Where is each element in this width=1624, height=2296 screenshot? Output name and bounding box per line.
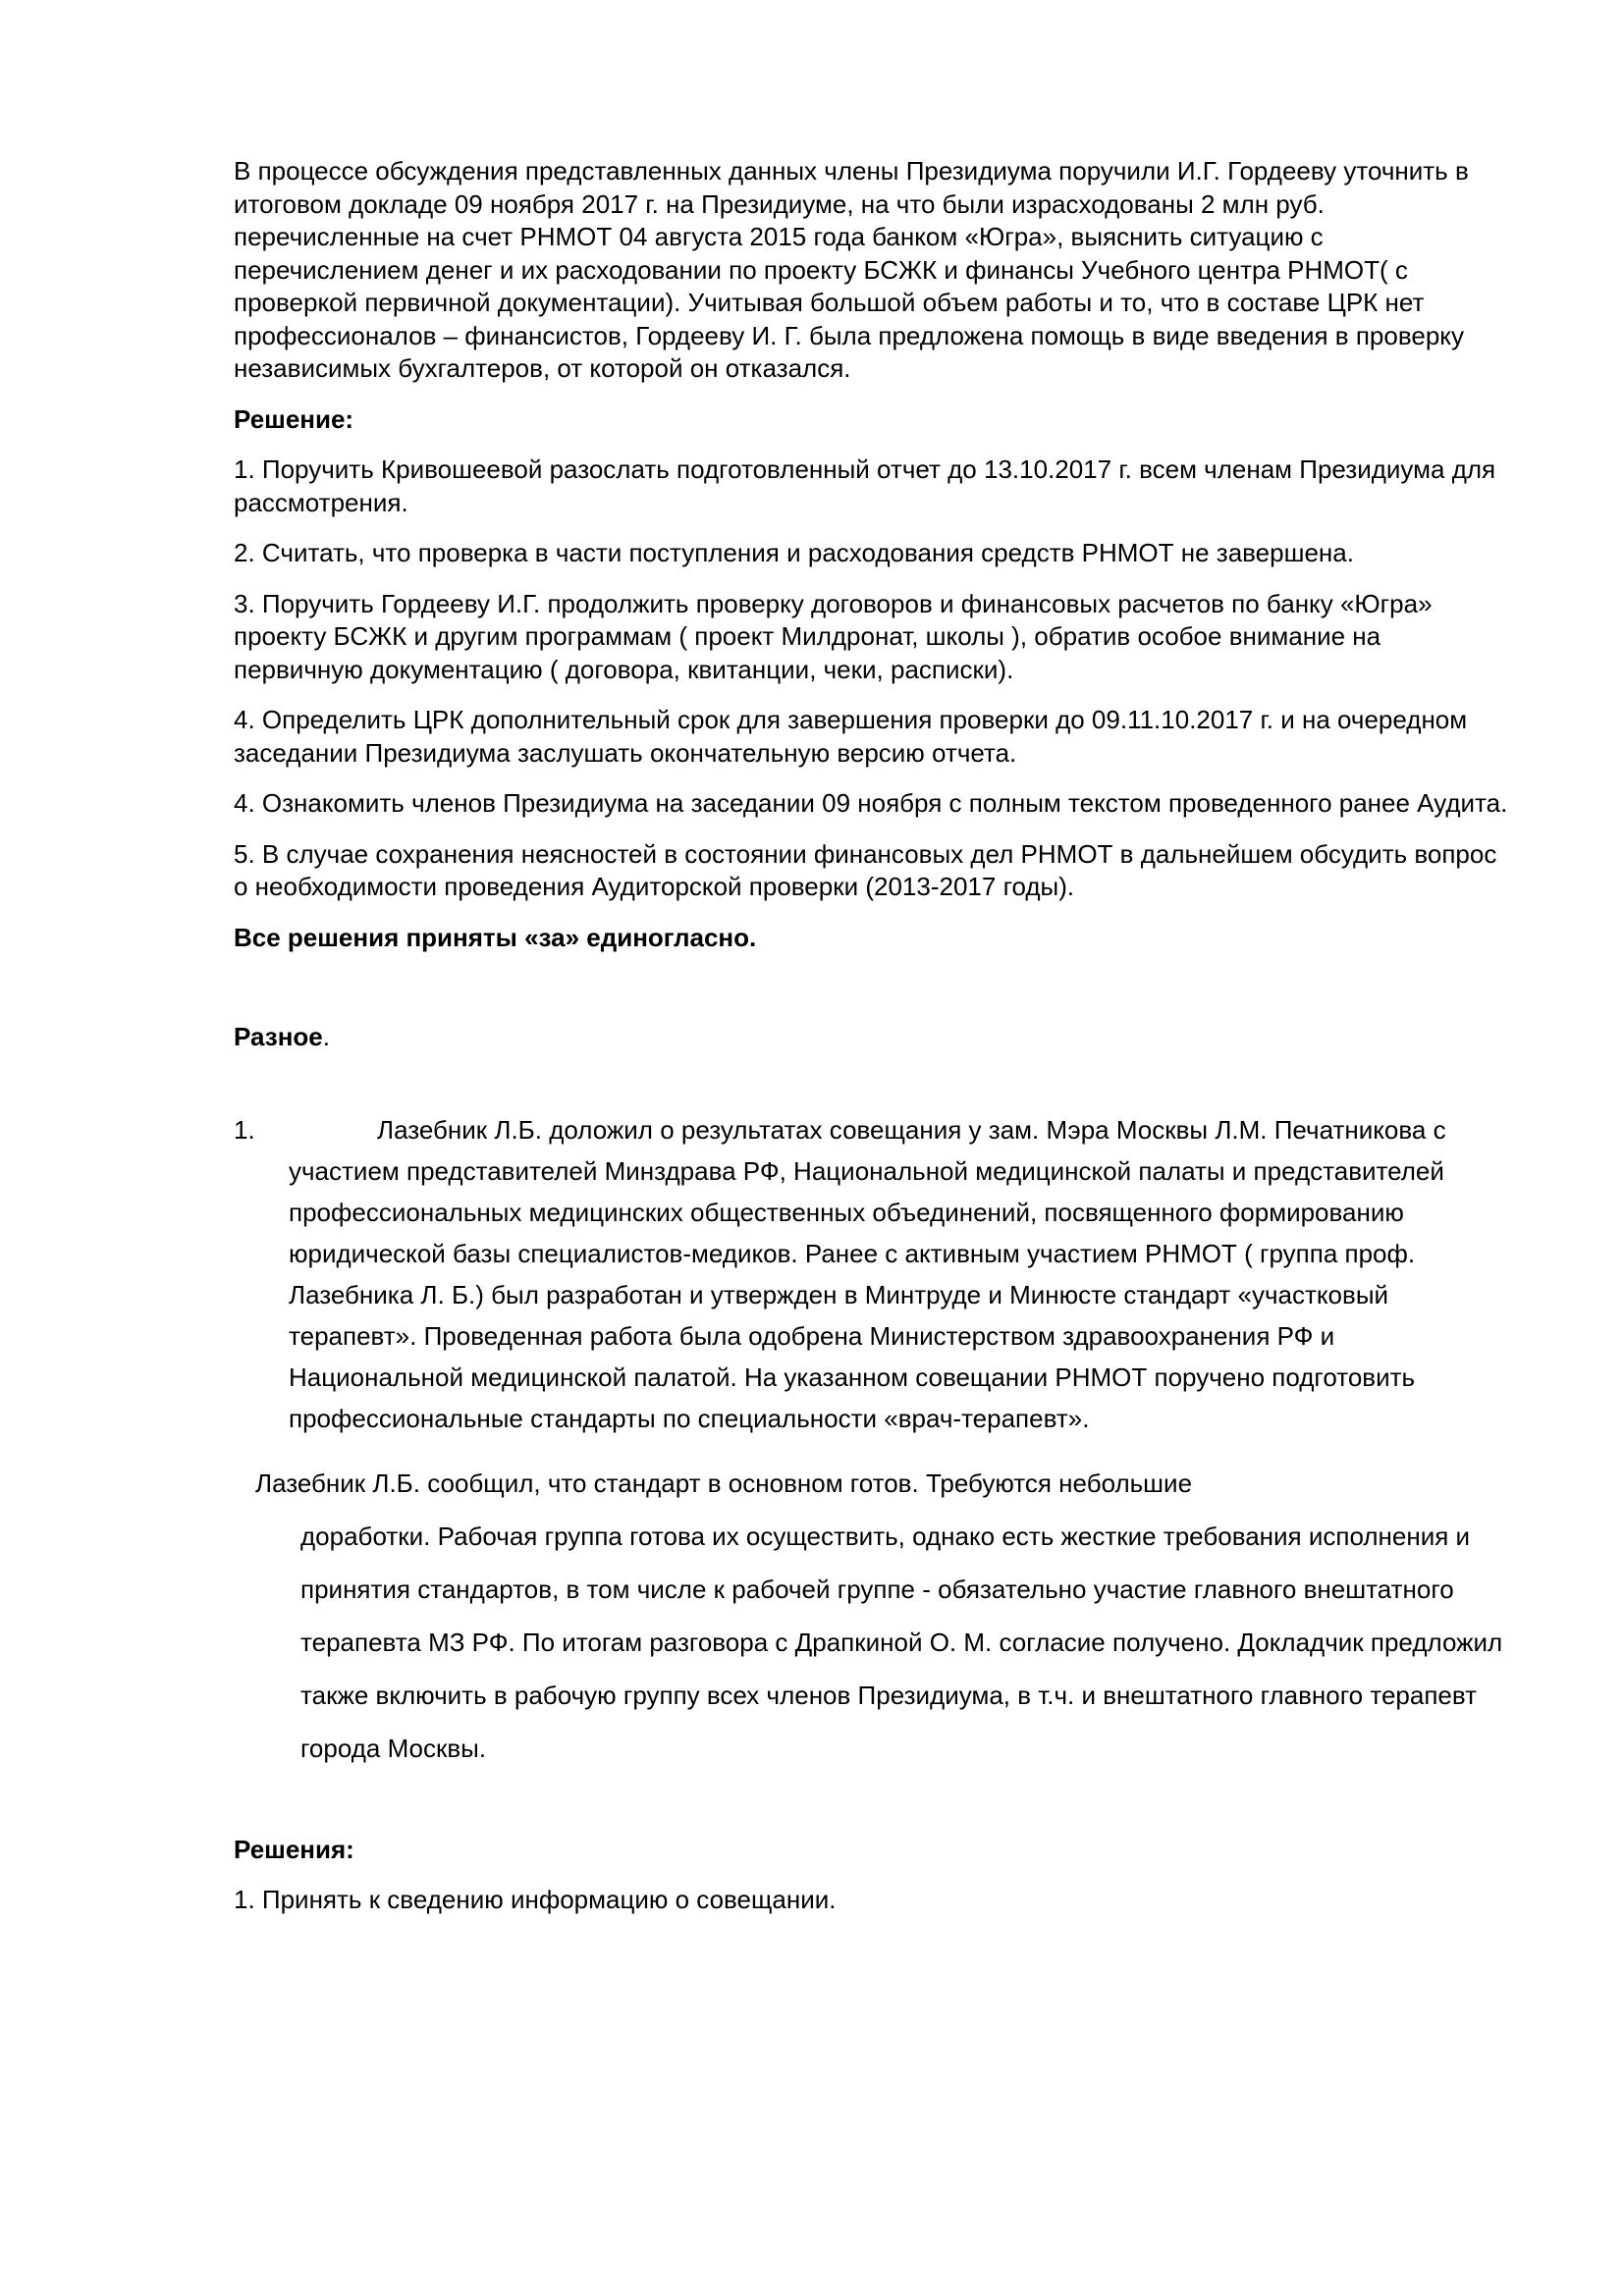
decision-item-5: 4. Ознакомить членов Президиума на заседании 09 ноября с полным текстом проведенного ранее Аудита. (234, 788, 1508, 818)
decisions2-heading: Решения: (234, 1834, 354, 1864)
decisions2-item-1: 1. Принять к сведению информацию о совещании. (234, 1885, 837, 1914)
report-paragraph (234, 1457, 1510, 1775)
decision-item-4: 4. Определить ЦРК дополнительный срок для завершения проверки до 09.11.10.2017 г. и на очередном заседании Президиума заслушать окончательную версию отчета. (234, 705, 1468, 768)
misc-heading-dot: . (322, 1022, 330, 1051)
report-text: доработки. Рабочая группа готова их осуществить, однако есть жесткие требования исполнения и принятия стандартов, в том числе к рабочей группе - обязательно участие главного внештатного терапевта МЗ РФ. По итогам разговора с Драпкиной О. М. согласие получено. Докладчик предложил также включить в рабочую группу всех членов Президиума, в т.ч. и внештатного главного терапевт города Москвы. (300, 1521, 1503, 1763)
decision-heading: Решение: (234, 403, 354, 434)
misc-heading-text: Разное (234, 1022, 323, 1051)
decisions-summary: Все решения приняты «за» единогласно. (234, 922, 757, 952)
misc-item-1 (234, 1109, 1510, 1439)
misc-item-text: Лазебник Л.Б. доложил о результатах совещания у зам. Мэра Москвы Л.М. Печатникова с участием представителей Минздрава РФ, Национальной медицинской палаты и представителей профессиональных медицинских общественных объединений, посвященного формированию юридической базы специалистов-медиков. Ранее с активным участием РНМОТ ( группа проф. Лазебника Л. Б.) был разработан и утвержден в Минтруде и Минюсте стандарт «участковый терапевт». Проведенная работа была одобрена Министерством здравоохранения РФ и Национальной медицинской палатой. На указанном совещании РНМОТ поручено подготовить профессиональные стандарты по специальности «врач-терапевт». (289, 1114, 1446, 1433)
misc-heading (234, 1021, 1510, 1054)
decision-item-3: 3. Поручить Гордееву И.Г. продолжить проверку договоров и финансовых расчетов по банку «Югра» проекту БСЖК и другим программам ( проект Милдронат, школы ), обратив особое внимание на первичную документацию ( договора, квитанции, чеки, расписки). (234, 588, 1433, 684)
misc-item-number: 1. (234, 1114, 255, 1145)
document-body (234, 155, 1510, 1935)
decision-item-6: 5. В случае сохранения неясностей в состоянии финансовых дел РНМОТ в дальнейшем обсудить вопрос о необходимости проведения Аудиторской проверки (2013-2017 годы). (234, 838, 1497, 901)
decision-item-1: 1. Поручить Кривошеевой разослать подготовленный отчет до 13.10.2017 г. всем членам Президиума для рассмотрения. (234, 454, 1496, 517)
report-first-line: Лазебник Л.Б. сообщил, что стандарт в основном готов. Требуются небольшие (255, 1468, 1193, 1498)
intro-paragraph: В процессе обсуждения представленных данных члены Президиума поручили И.Г. Гордееву уточнить в итоговом докладе 09 ноября 2017 г. на Президиуме, на что были израсходованы 2 млн руб. перечисленные на счет РНМОТ 04 августа 2015 года банком «Югра», выяснить ситуацию с перечислением денег и их расходовании по проекту БСЖК и финансы Учебного центра РНМОТ( с проверкой первичной документации). Учитывая большой объем работы и то, что в составе ЦРК нет профессионалов – финансистов, Гордееву И. Г. была предложена помощь в виде введения в проверку независимых бухгалтеров, от которой он отказался. (234, 156, 1469, 383)
decision-item-2: 2. Считать, что проверка в части поступления и расходования средств РНМОТ не завершена. (234, 538, 1354, 567)
